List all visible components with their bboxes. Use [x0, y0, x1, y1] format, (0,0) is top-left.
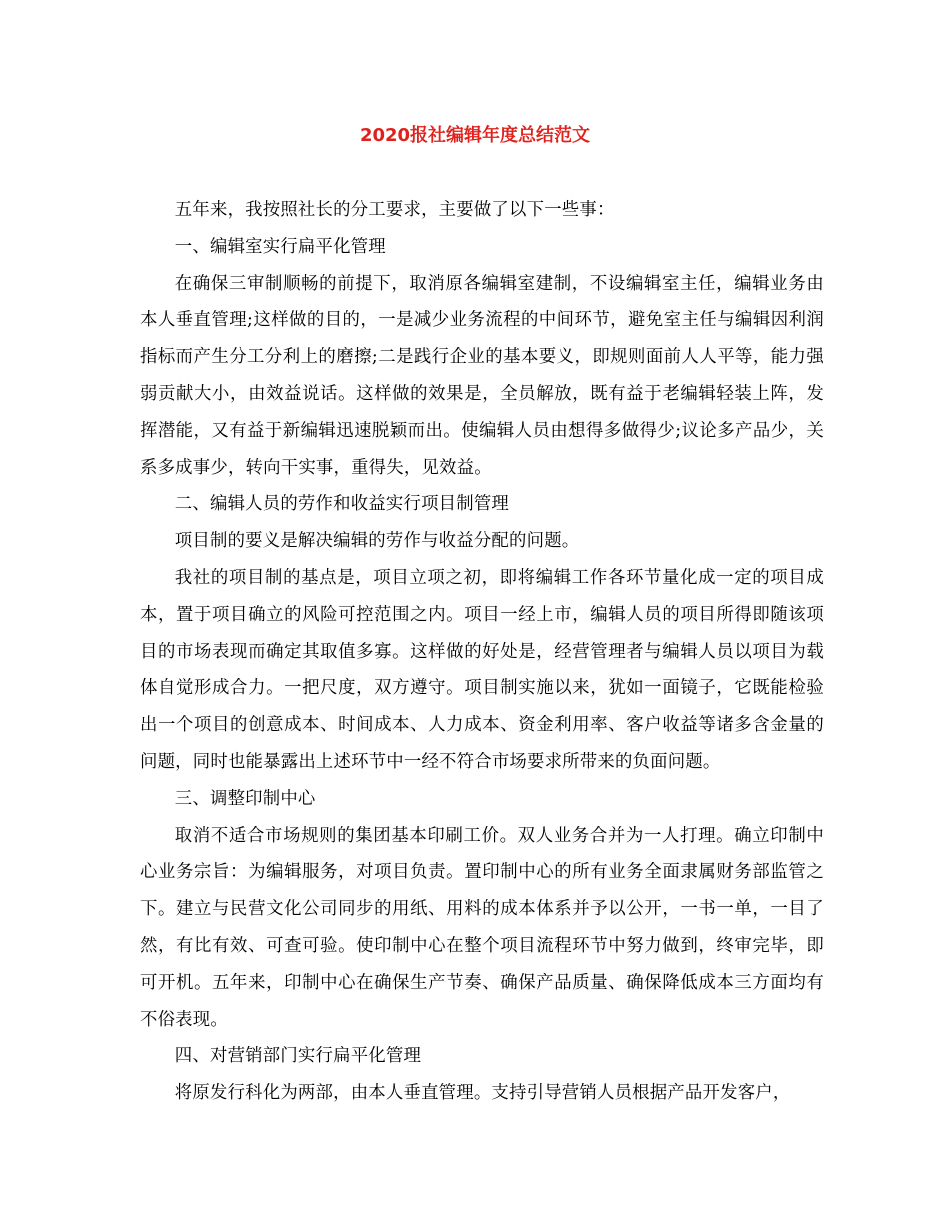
paragraph-section-1: 在确保三审制顺畅的前提下，取消原各编辑室建制，不设编辑室主任，编辑业务由本人垂直管理;这样做的目的，一是减少业务流程的中间环节，避免室主任与编辑因利润指标而产生分工分利上的磨擦;二是践行企业的基本要义，即规则面前人人平等，能力强弱贡献大小，由效益说话。这样做的效果是，全员解放，既有益于老编辑轻装上阵，发挥潜能，又有益于新编辑迅速脱颖而出。使编辑人员由想得多做得少;议论多产品少，关系多成事少，转向干实事，重得失，见效益。: [140, 273, 824, 478]
document-title: 2020报社编辑年度总结范文: [359, 125, 591, 146]
paragraph-section-2b: 我社的项目制的基点是，项目立项之初，即将编辑工作各环节量化成一定的项目成本，置于项目确立的风险可控范围之内。项目一经上市，编辑人员的项目所得即随该项目的市场表现而确定其取值多寡。这样做的好处是，经营管理者与编辑人员以项目为载体自觉形成合力。一把尺度，双方遵守。项目制实施以来，犹如一面镜子，它既能检验出一个项目的创意成本、时间成本、人力成本、资金利用率、客户收益等诸多含金量的问题，同时也能暴露出上述环节中一经不符合市场要求所带来的负面问题。: [140, 567, 824, 772]
paragraph-section-2a: 项目制的要义是解决编辑的劳作与收益分配的问题。: [174, 531, 580, 552]
paragraph-intro: 五年来，我按照社长的分工要求，主要做了以下一些事：: [174, 200, 615, 220]
section-heading-3: 三、调整印制中心: [174, 788, 316, 809]
paragraph-section-3: 取消不适合市场规则的集团基本印刷工价。双人业务合并为一人打理。确立印制中心业务宗旨：为编辑服务，对项目负责。置印制中心的所有业务全面隶属财务部监管之下。建立与民营文化公司同步的用纸、用料的成本体系并予以公开，一书一单，一目了然，有比有效、可查可验。使印制中心在整个项目流程环节中努力做到，终审完毕，即可开机。五年来，印制中心在确保生产节奏、确保产品质量、确保降低成本三方面均有不俗表现。: [140, 825, 824, 1030]
document-body: [140, 192, 824, 1112]
section-heading-4: 四、对营销部门实行扁平化管理: [174, 1046, 422, 1067]
section-heading-2: 二、编辑人员的劳作和收益实行项目制管理: [174, 494, 510, 515]
paragraph-section-4: 将原发行科化为两部，由本人垂直管理。支持引导营销人员根据产品开发客户，: [174, 1083, 791, 1104]
section-heading-1: 一、编辑室实行扁平化管理: [174, 236, 386, 257]
